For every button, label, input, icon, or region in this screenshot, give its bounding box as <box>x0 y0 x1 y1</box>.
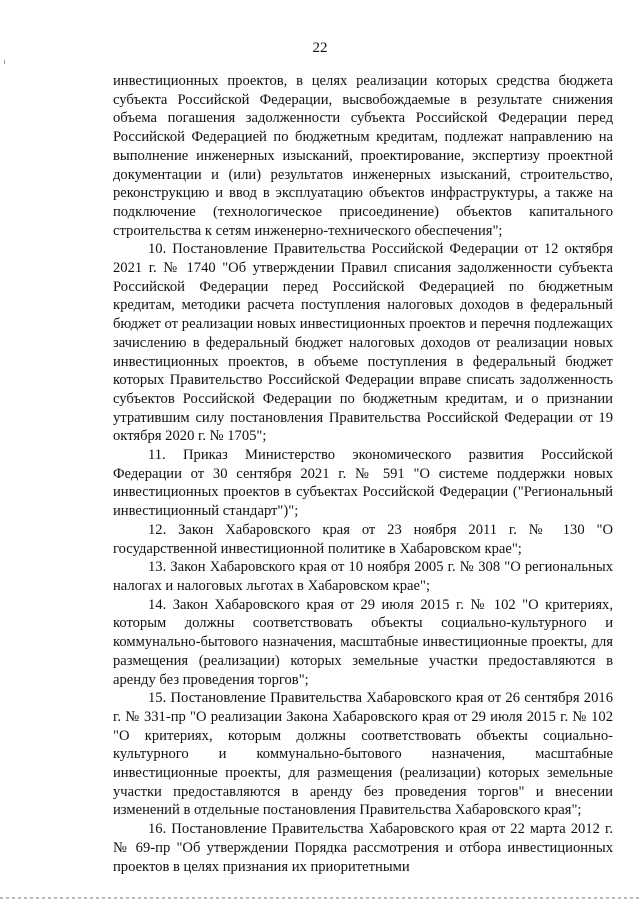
paragraph-item-11: 11. Приказ Министерство экономического развития Российской Федерации от 30 сентября 2021 г. № 591 "О системе поддержки новых инвестиционных проектов в субъектах Российской Федерации ("Региональный инвестиционный стандарт")"; <box>113 447 613 520</box>
page-number: 22 <box>312 40 328 56</box>
paragraph-continuation: инвестиционных проектов, в целях реализации которых средства бюджета субъекта Российской Федерации, высвобождаемые в результате снижения объема погашения задолженности субъекта Российской Федерации перед Российской Федерацией по бюджетным кредитам, подлежат направлению на выполнение инженерных изысканий, проектирование, экспертизу проектной документации и (или) результатов инженерных изысканий, строительство, реконструкцию и ввод в эксплуатацию объектов инфраструктуры, а также на подключение (технологическое присоединение) объектов капитального строительства к сетям инженерно-технического обеспечения"; <box>113 73 613 239</box>
paragraph-item-10: 10. Постановление Правительства Российской Федерации от 12 октября 2021 г. № 1740 "Об утверждении Правил списания задолженности субъекта Российской Федерации перед Российской Федерацией по бюджетным кредитам, методики расчета поступления налоговых доходов в федеральный бюджет от реализации новых инвестиционных проектов и перечня подлежащих зачислению в федеральный бюджет налоговых доходов от реализации новых инвестиционных проектов, в объеме поступления в федеральный бюджет которых Правительство Российской Федерации вправе списать задолженность субъектов Российской Федерации по бюджетным кредитам, и о признании утратившим силу постановления Правительства Российской Федерации от 19 октября 2020 г. № 1705"; <box>113 241 613 445</box>
paragraph-item-16: 16. Постановление Правительства Хабаровского края от 22 марта 2012 г. № 69-пр "Об утверждении Порядка рассмотрения и отбора инвестиционных проектов в целях признания их приоритетными <box>113 821 613 875</box>
scan-footer-line <box>0 897 640 899</box>
paragraph-item-12: 12. Закон Хабаровского края от 23 ноября 2011 г. № 130 "О государственной инвестиционной политике в Хабаровском крае"; <box>113 521 613 557</box>
paragraph-item-13: 13. Закон Хабаровского края от 10 ноября 2005 г. № 308 "О региональных налогах и налоговых льготах в Хабаровском крае"; <box>113 559 613 594</box>
paragraph-item-15: 15. Постановление Правительства Хабаровского края от 26 сентября 2016 г. № 331-пр "О реализации Закона Хабаровского края от 29 июля 2015 г. № 102 "О критериях, которым должны соответствовать объекты социально-культурного и коммунально-бытового назначения, масштабные инвестиционные проекты, для размещения (реализации) которых земельные участки предоставляются в аренду без проведения торгов" и внесении изменений в отдельные постановления Правительства Хабаровского края"; <box>113 690 613 819</box>
paragraph-item-14: 14. Закон Хабаровского края от 29 июля 2015 г. № 102 "О критериях, которым должны соответствовать объекты социально-культурного и коммунально-бытового назначения, масштабные инвестиционные проекты, для размещения (реализации) которых земельные участки предоставляются в аренду без проведения торгов"; <box>113 596 613 688</box>
scan-artifact <box>4 60 5 64</box>
document-body <box>113 72 613 876</box>
